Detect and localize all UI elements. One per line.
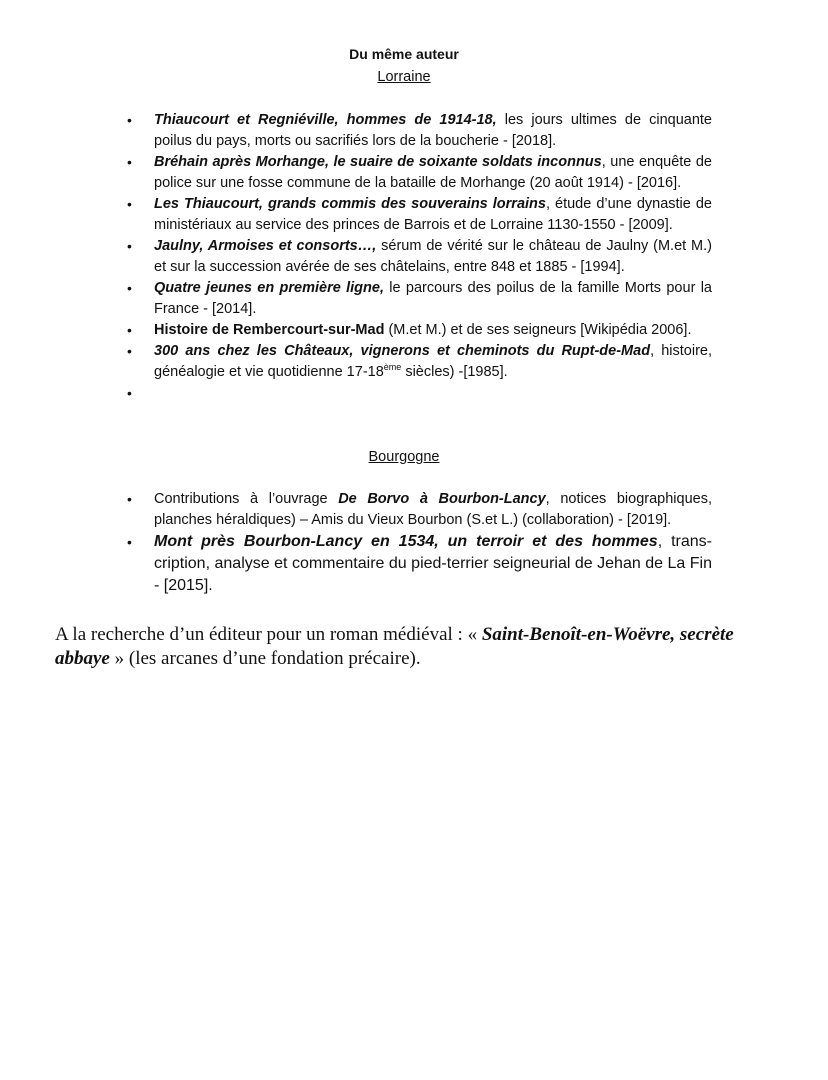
book-title: Jaulny, Armoises et consorts…,	[154, 238, 377, 254]
novel-title: Saint-Benoît-en-Woëvre, secrète abbaye	[55, 624, 734, 669]
bullet-icon: •	[127, 322, 132, 338]
bullet-icon: •	[127, 154, 132, 170]
book-title: Bréhain après Morhange, le suaire de soixante soldats inconnus	[154, 154, 602, 170]
empty-list-item	[124, 383, 712, 404]
bullet-icon: •	[127, 238, 132, 254]
book-description: , notices biographiques, planches héraldiques) – Amis du Vieux Bourbon (S.et L.) (collaboration) - [2019].	[154, 491, 712, 528]
book-description: les jours ultimes de cinquante poilus du pays, morts ou sacrifiés lors de la boucherie - [2018].	[154, 112, 712, 149]
book-title: De Borvo à Bourbon-Lancy	[338, 491, 546, 507]
book-title: Les Thiaucourt, grands commis des souverains lorrains	[154, 196, 546, 212]
list-item	[124, 152, 712, 194]
bullet-icon: •	[127, 196, 132, 212]
book-title: Mont près Bourbon-Lancy en 1534, un terroir et des hommes	[154, 533, 658, 550]
bullet-icon: •	[127, 491, 132, 507]
book-title: 300 ans chez les Châteaux, vignerons et cheminots du Rupt-de-Mad	[154, 343, 651, 359]
book-prefix: Contributions à l’ouvrage	[154, 491, 339, 507]
editor-search-note	[55, 623, 755, 671]
superscript: ème	[383, 362, 402, 373]
book-description: , histoire, généalogie et vie quotidienne 17-18	[154, 343, 712, 380]
list-item	[124, 489, 712, 531]
book-description: , une enquête de police sur une fosse commune de la bataille de Morhange (20 août 1914) - [2016].	[154, 154, 712, 191]
list-item	[124, 320, 712, 341]
section-heading-lorraine: Lorraine	[377, 69, 431, 85]
book-title: Quatre jeunes en première ligne,	[154, 280, 384, 296]
list-item	[124, 236, 712, 278]
book-description: sérum de vérité sur le château de Jaulny (M.et M.) et sur la succession avérée de ses châtelains, entre 848 et 1885 - [1994].	[154, 238, 712, 275]
lorraine-list	[124, 110, 712, 404]
note-prefix: A la recherche d’un éditeur pour un roman médiéval : «	[55, 624, 482, 645]
book-title: Thiaucourt et Regniéville, hommes de 1914-18,	[154, 112, 497, 128]
list-item	[124, 110, 712, 152]
book-description: , trans-cription, analyse et commentaire du pied-terrier seigneurial de Jehan de La Fin - [2015].	[154, 533, 712, 594]
bourgogne-list	[124, 489, 712, 597]
bullet-icon: •	[127, 343, 132, 359]
list-item	[124, 194, 712, 236]
bullet-icon: •	[127, 385, 132, 401]
book-description: le parcours des poilus de la famille Morts pour la France - [2014].	[154, 280, 712, 317]
book-title: Histoire de Rembercourt-sur-Mad	[154, 322, 385, 338]
book-description: (M.et M.) et de ses seigneurs [Wikipédia 2006].	[384, 322, 692, 338]
list-item	[124, 531, 712, 597]
bullet-icon: •	[127, 112, 132, 128]
page-title: Du même auteur	[349, 46, 459, 62]
book-description: , étude d’une dynastie de ministériaux au service des princes de Barrois et de Lorraine 1130-1550 - [2009].	[154, 196, 712, 233]
section-heading-bourgogne: Bourgogne	[368, 449, 440, 465]
book-description-end: siècles) -[1985].	[401, 364, 508, 380]
note-suffix: » (les arcanes d’une fondation précaire).	[109, 648, 421, 669]
bullet-icon: •	[127, 280, 132, 296]
list-item	[124, 278, 712, 320]
bullet-icon: •	[127, 534, 132, 550]
list-item	[124, 341, 712, 383]
